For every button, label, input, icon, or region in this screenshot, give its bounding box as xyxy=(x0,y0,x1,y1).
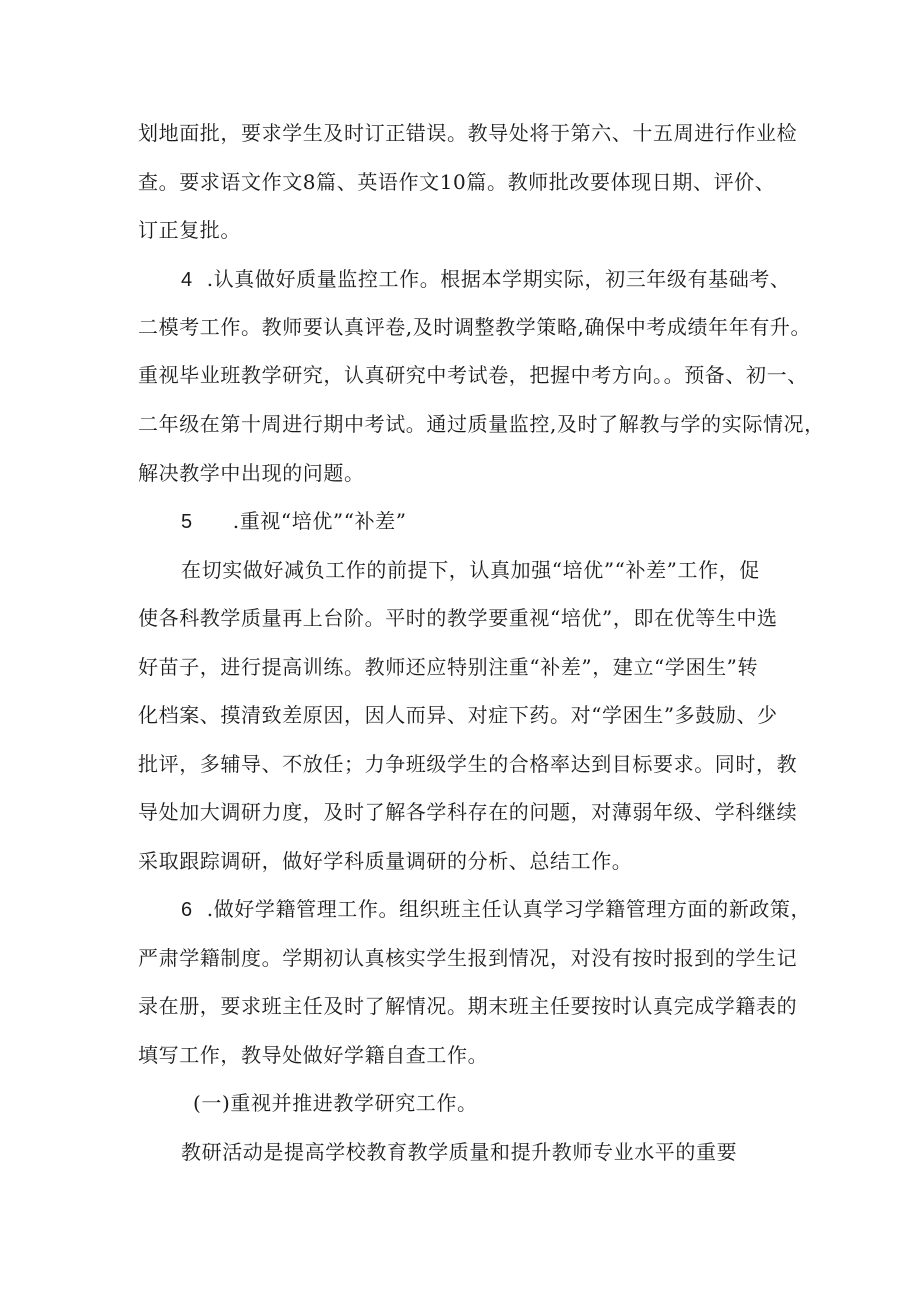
item-6-first-line xyxy=(181,897,811,922)
text-line: 订正复批。 xyxy=(138,218,241,242)
item-5-heading xyxy=(181,509,407,534)
text-line: 好苗子，进行提高训练。教师还应特别注重“补差”，建立“学困生”转 xyxy=(138,655,759,679)
section-heading: (一)重视并推进教学研究工作。 xyxy=(193,1091,478,1115)
text-line: 填写工作，教导处做好学籍自查工作。 xyxy=(138,1043,489,1067)
text-line: 解决教学中出现的问题。 xyxy=(138,461,365,485)
text-line: 重视毕业班教学研究，认真研究中考试卷，把握中考方向。。预备、初一、 xyxy=(138,363,808,387)
text-line: 批评，多辅导、不放任；力争班级学生的合格率达到目标要求。同时，教 xyxy=(138,752,798,776)
text-line: 使各科教学质量再上台阶。平时的教学要重视“培优”，即在优等生中选 xyxy=(138,606,778,630)
item-text: .认真做好质量监控工作。根据本学期实际，初三年级有基础考、 xyxy=(206,267,791,291)
text-line: 化档案、摸清致差原因，因人而异、对症下药。对“学困生”多鼓励、少 xyxy=(138,703,778,727)
item-number: 6 xyxy=(181,899,193,921)
text-line: 二年级在第十周进行期中考试。通过质量监控,及时了解教与学的实际情况， xyxy=(138,412,825,436)
paragraph-first-line: 教研活动是提高学校教育教学质量和提升教师专业水平的重要 xyxy=(181,1140,738,1164)
paragraph-first-line: 在切实做好减负工作的前提下，认真加强“培优”“补差”工作，促 xyxy=(181,558,760,582)
item-number: 4 xyxy=(181,269,193,291)
item-number: 5 xyxy=(181,511,193,533)
item-text: .做好学籍管理工作。组织班主任认真学习学籍管理方面的新政策， xyxy=(206,897,812,921)
text-line: 二模考工作。教师要认真评卷,及时调整教学策略,确保中考成绩年年有升。 xyxy=(138,315,812,339)
text-line: 查。要求语文作文8篇、英语作文10篇。教师批改要体现日期、评价、 xyxy=(138,170,776,194)
item-text: .重视“培优”“补差” xyxy=(232,509,407,533)
item-4-first-line xyxy=(181,267,791,292)
text-line: 严肃学籍制度。学期初认真核实学生报到情况，对没有按时报到的学生记 xyxy=(138,946,798,970)
text-line: 划地面批，要求学生及时订正错误。教导处将于第六、十五周进行作业检 xyxy=(138,121,798,145)
text-line: 导处加大调研力度，及时了解各学科存在的问题，对薄弱年级、学科继续 xyxy=(138,800,798,824)
text-line: 采取跟踪调研，做好学科质量调研的分析、总结工作。 xyxy=(138,849,633,873)
text-line: 录在册，要求班主任及时了解情况。期末班主任要按时认真完成学籍表的 xyxy=(138,994,798,1018)
